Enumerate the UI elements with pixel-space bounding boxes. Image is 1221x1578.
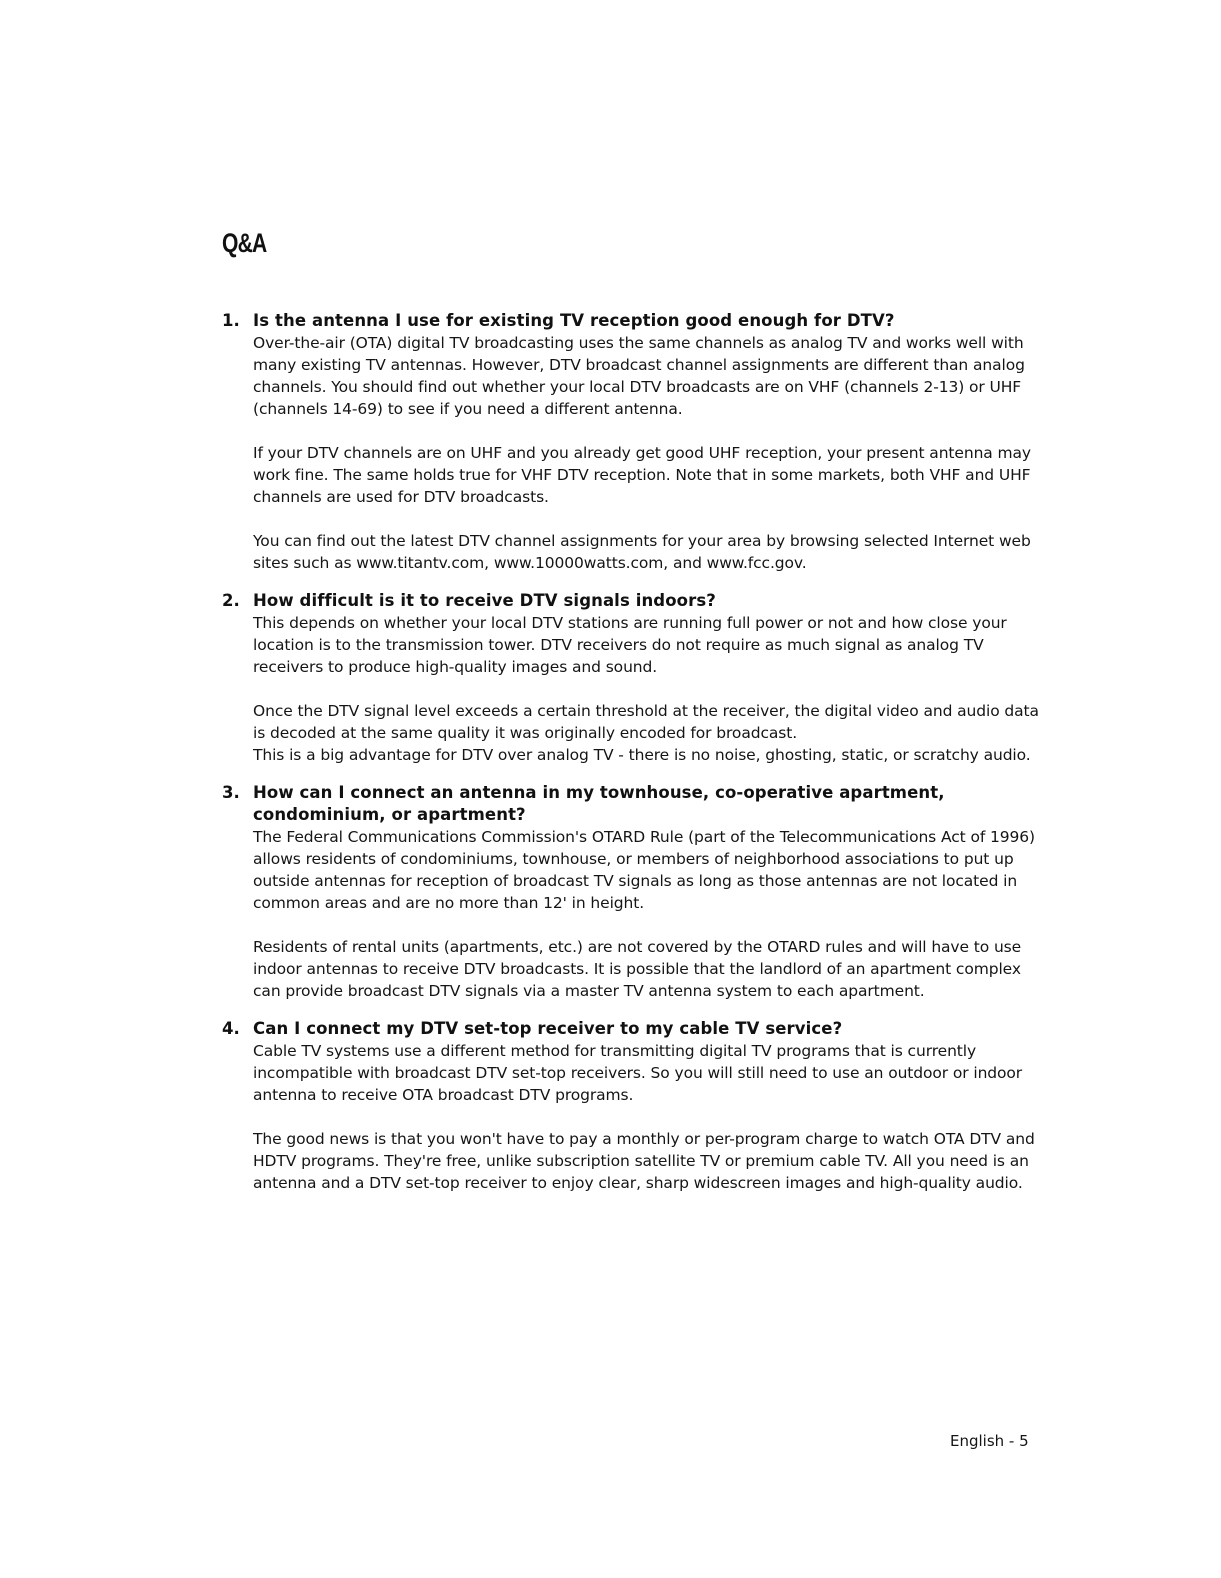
answer-paragraph: Residents of rental units (apartments, etc.) are not covered by the OTARD rules and will have to use indoor antennas to receive DTV broadcasts. It is possible that the landlord of an apartment complex can provide broadcast DTV signals via a master TV antenna system to each apartment. [253, 938, 1022, 1000]
answer-line: Once the DTV signal level exceeds a certain threshold at the receiver, the digital video and audio data is decoded at the same quality it was originally encoded for broadcast. [253, 702, 1039, 742]
answer-paragraph: The good news is that you won't have to pay a monthly or per-program charge to watch OTA DTV and HDTV programs. They're free, unlike subscription satellite TV or premium cable TV. All you need is an antenna and a DTV set-top receiver to enjoy clear, sharp widescreen images and high-quality audio. [253, 1130, 1035, 1192]
question-heading: How difficult is it to receive DTV signals indoors? [253, 591, 716, 610]
question-number: 3. [222, 783, 240, 802]
answer-block [253, 612, 1042, 766]
question-row [222, 1018, 1042, 1040]
answer-paragraph: You can find out the latest DTV channel assignments for your area by browsing selected Internet web sites such as www.titantv.com, www.10000watts.com, and www.fcc.gov. [253, 532, 1031, 572]
answer-paragraph: Over-the-air (OTA) digital TV broadcasting uses the same channels as analog TV and works well with many existing TV antennas. However, DTV broadcast channel assignments are different than analog channels. You should find out whether your local DTV broadcasts are on VHF (channels 2-13) or UHF (channels 14-69) to see if you need a different antenna. [253, 334, 1025, 418]
answer-paragraph [253, 700, 1042, 766]
qa-item-2 [222, 590, 1042, 766]
question-row [222, 590, 1042, 612]
qa-item-4 [222, 1018, 1042, 1194]
question-number: 2. [222, 591, 240, 610]
question-heading: Is the antenna I use for existing TV reception good enough for DTV? [253, 311, 895, 330]
answer-paragraph: If your DTV channels are on UHF and you already get good UHF reception, your present antenna may work fine. The same holds true for VHF DTV reception. Note that in some markets, both VHF and UHF channels are used for DTV broadcasts. [253, 444, 1031, 506]
qa-item-1 [222, 310, 1042, 574]
question-number: 4. [222, 1019, 240, 1038]
question-heading: How can I connect an antenna in my townhouse, co-operative apartment, condominium, or apartment? [253, 783, 945, 824]
answer-block [253, 1040, 1042, 1194]
qa-item-3 [222, 782, 1042, 1002]
answer-line: This is a big advantage for DTV over analog TV - there is no noise, ghosting, static, or scratchy audio. [253, 746, 1031, 764]
answer-block [253, 826, 1042, 1002]
page-title: Q&A [222, 228, 267, 258]
qa-list [222, 310, 1042, 1210]
question-number: 1. [222, 311, 240, 330]
question-heading: Can I connect my DTV set-top receiver to my cable TV service? [253, 1019, 843, 1038]
answer-paragraph: This depends on whether your local DTV stations are running full power or not and how close your location is to the transmission tower. DTV receivers do not require as much signal as analog TV receivers to produce high-quality images and sound. [253, 614, 1007, 676]
answer-block [253, 332, 1042, 574]
question-row [222, 782, 1042, 826]
answer-paragraph: The Federal Communications Commission's OTARD Rule (part of the Telecommunications Act of 1996) allows residents of condominiums, townhouse, or members of neighborhood associations to put up outside antennas for reception of broadcast TV signals as long as those antennas are not located in common areas and are no more than 12' in height. [253, 828, 1036, 912]
answer-paragraph: Cable TV systems use a different method for transmitting digital TV programs that is currently incompatible with broadcast DTV set-top receivers. So you will still need to use an outdoor or indoor antenna to receive OTA broadcast DTV programs. [253, 1042, 1023, 1104]
question-row [222, 310, 1042, 332]
page-footer: English - 5 [950, 1432, 1029, 1450]
